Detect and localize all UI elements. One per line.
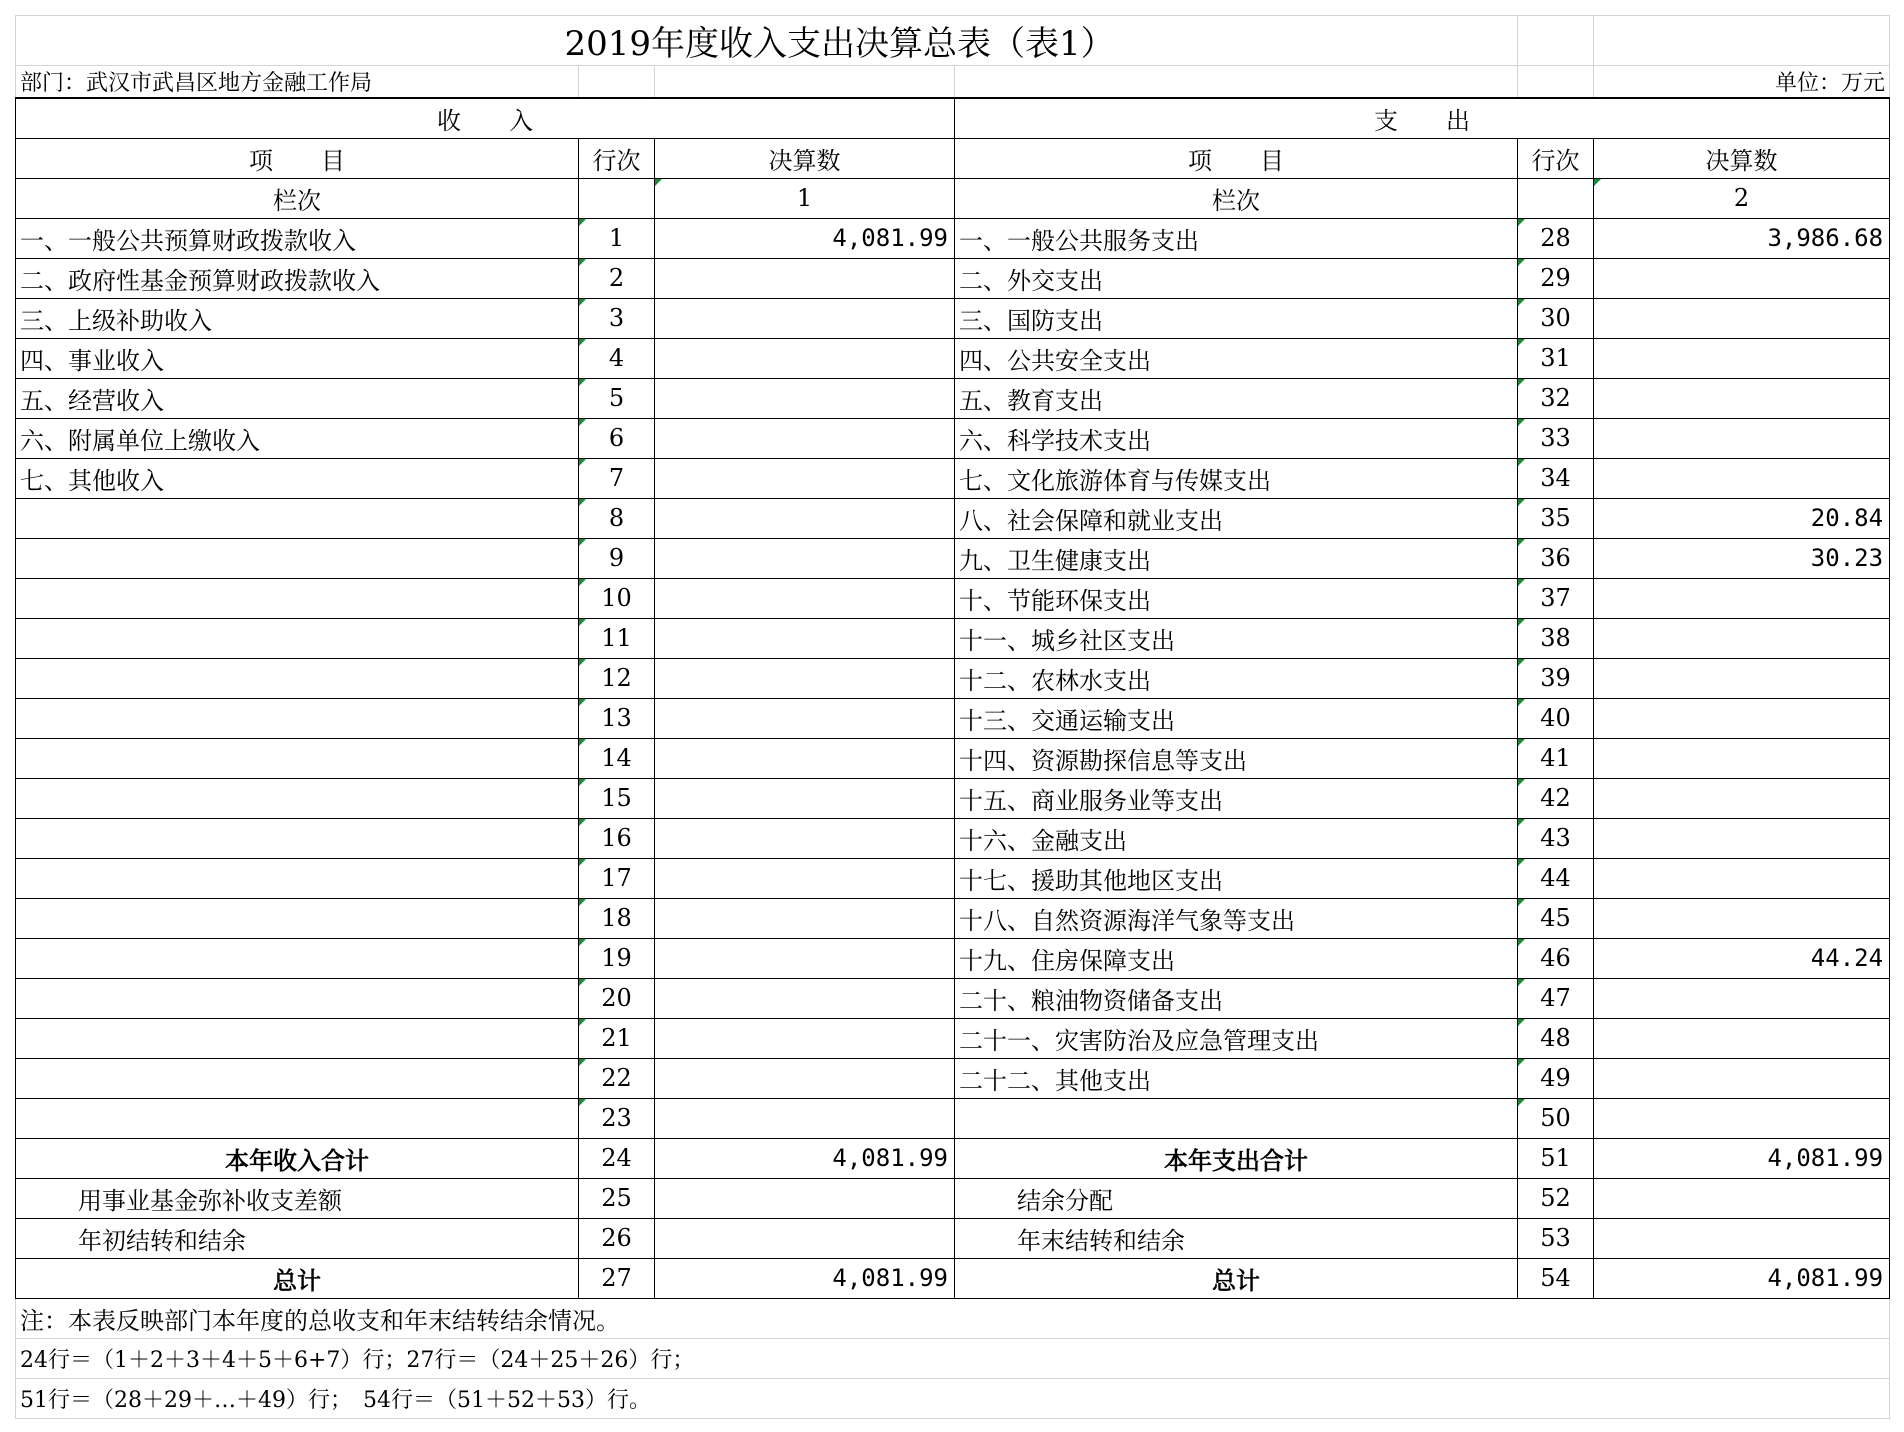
empty-cell[interactable] <box>955 66 1518 99</box>
income-line-cell[interactable]: 19 <box>579 938 655 978</box>
expense-item-cell[interactable]: 四、公共安全支出 <box>955 338 1518 378</box>
income-amount-cell[interactable]: 4,081.99 <box>655 218 955 258</box>
expense-line-cell[interactable]: 48 <box>1518 1018 1594 1058</box>
income-amount-cell[interactable] <box>655 738 955 778</box>
expense-amount-cell[interactable] <box>1594 378 1890 418</box>
expense-amount-cell[interactable]: 3,986.68 <box>1594 218 1890 258</box>
income-line-cell[interactable]: 8 <box>579 498 655 538</box>
total-row <box>16 1178 1890 1218</box>
income-item-cell[interactable]: 三、上级补助收入 <box>16 298 579 338</box>
income-line-cell[interactable]: 23 <box>579 1098 655 1138</box>
empty-cell[interactable] <box>1594 16 1890 66</box>
total-row <box>16 1138 1890 1178</box>
income-item-header[interactable]: 项 目 <box>16 138 579 178</box>
income-item-cell[interactable] <box>16 498 579 538</box>
income-line-cell[interactable]: 12 <box>579 658 655 698</box>
expense-item-cell[interactable]: 十二、农林水支出 <box>955 658 1518 698</box>
expense-amount-cell[interactable]: 20.84 <box>1594 498 1890 538</box>
column-number-row <box>16 178 1890 218</box>
expense-amount-cell[interactable] <box>1594 778 1890 818</box>
expense-item-cell[interactable]: 二十一、灾害防治及应急管理支出 <box>955 1018 1518 1058</box>
section-header-row <box>16 98 1890 138</box>
expense-item-cell[interactable]: 十四、资源勘探信息等支出 <box>955 738 1518 778</box>
expense-total-label[interactable]: 结余分配 <box>955 1178 1518 1218</box>
income-amount-cell[interactable] <box>655 298 955 338</box>
expense-total-amount[interactable] <box>1594 1218 1890 1258</box>
income-total-label[interactable]: 用事业基金弥补收支差额 <box>16 1178 579 1218</box>
budget-table <box>15 15 1890 1419</box>
expense-amount-cell[interactable] <box>1594 818 1890 858</box>
income-item-cell[interactable] <box>16 858 579 898</box>
table-row <box>16 978 1890 1018</box>
income-item-cell[interactable] <box>16 978 579 1018</box>
table-row <box>16 578 1890 618</box>
income-item-cell[interactable] <box>16 1098 579 1138</box>
income-amount-cell[interactable] <box>655 378 955 418</box>
table-row <box>16 1098 1890 1138</box>
income-line-cell[interactable]: 7 <box>579 458 655 498</box>
expense-line-cell[interactable]: 29 <box>1518 258 1594 298</box>
income-amount-cell[interactable] <box>655 858 955 898</box>
table-row <box>16 378 1890 418</box>
expense-amount-cell[interactable] <box>1594 1098 1890 1138</box>
expense-line-cell[interactable]: 52 <box>1518 1178 1594 1218</box>
expense-line-cell[interactable]: 38 <box>1518 618 1594 658</box>
expense-item-cell[interactable]: 十三、交通运输支出 <box>955 698 1518 738</box>
income-item-cell[interactable] <box>16 738 579 778</box>
income-amount-cell[interactable] <box>655 578 955 618</box>
income-item-cell[interactable] <box>16 778 579 818</box>
income-amount-cell[interactable] <box>655 818 955 858</box>
expense-amount-cell[interactable]: 44.24 <box>1594 938 1890 978</box>
page-title[interactable]: 2019年度收入支出决算总表（表1） <box>16 16 1518 66</box>
expense-label-cell[interactable]: 栏次 <box>955 178 1518 218</box>
income-amount-cell[interactable] <box>655 258 955 298</box>
expense-line-cell[interactable]: 47 <box>1518 978 1594 1018</box>
expense-line-cell[interactable]: 45 <box>1518 898 1594 938</box>
expense-line-cell[interactable]: 34 <box>1518 458 1594 498</box>
income-item-cell[interactable] <box>16 1058 579 1098</box>
income-line-cell[interactable]: 6 <box>579 418 655 458</box>
income-item-cell[interactable] <box>16 1018 579 1058</box>
expense-item-cell[interactable]: 二十、粮油物资储备支出 <box>955 978 1518 1018</box>
expense-amount-cell[interactable] <box>1594 658 1890 698</box>
income-line-cell[interactable]: 14 <box>579 738 655 778</box>
expense-total-amount[interactable] <box>1594 1178 1890 1218</box>
income-item-cell[interactable] <box>16 698 579 738</box>
department-label[interactable]: 部门：武汉市武昌区地方金融工作局 <box>16 66 579 99</box>
income-line-cell[interactable]: 17 <box>579 858 655 898</box>
expense-line-cell[interactable]: 31 <box>1518 338 1594 378</box>
income-item-cell[interactable] <box>16 938 579 978</box>
income-total-amount[interactable] <box>655 1178 955 1218</box>
expense-item-cell[interactable]: 一、一般公共服务支出 <box>955 218 1518 258</box>
income-total-amount[interactable]: 4,081.99 <box>655 1258 955 1298</box>
expense-amount-header[interactable]: 决算数 <box>1594 138 1890 178</box>
income-header[interactable]: 收 入 <box>16 98 955 138</box>
total-row <box>16 1258 1890 1298</box>
expense-item-cell[interactable]: 六、科学技术支出 <box>955 418 1518 458</box>
expense-amount-cell[interactable] <box>1594 858 1890 898</box>
expense-line-cell[interactable]: 46 <box>1518 938 1594 978</box>
income-amount-cell[interactable] <box>655 938 955 978</box>
expense-item-cell[interactable]: 八、社会保障和就业支出 <box>955 498 1518 538</box>
expense-amount-cell[interactable] <box>1594 898 1890 938</box>
income-total-amount[interactable] <box>655 1218 955 1258</box>
table-row <box>16 418 1890 458</box>
expense-line-cell[interactable]: 42 <box>1518 778 1594 818</box>
income-amount-cell[interactable] <box>655 418 955 458</box>
expense-line-cell[interactable]: 51 <box>1518 1138 1594 1178</box>
income-amount-header[interactable]: 决算数 <box>655 138 955 178</box>
total-row <box>16 1218 1890 1258</box>
expense-amount-cell[interactable]: 30.23 <box>1594 538 1890 578</box>
income-item-cell[interactable] <box>16 578 579 618</box>
expense-amount-cell[interactable] <box>1594 258 1890 298</box>
income-label-cell[interactable]: 栏次 <box>16 178 579 218</box>
income-item-cell[interactable] <box>16 658 579 698</box>
expense-item-cell[interactable]: 九、卫生健康支出 <box>955 538 1518 578</box>
expense-line-cell[interactable]: 33 <box>1518 418 1594 458</box>
expense-amount-cell[interactable] <box>1594 338 1890 378</box>
income-item-cell[interactable]: 二、政府性基金预算财政拨款收入 <box>16 258 579 298</box>
income-total-amount[interactable]: 4,081.99 <box>655 1138 955 1178</box>
empty-cell[interactable] <box>655 66 955 99</box>
table-row <box>16 698 1890 738</box>
note-row <box>16 1338 1890 1378</box>
income-amount-cell[interactable] <box>655 338 955 378</box>
expense-line-cell[interactable]: 54 <box>1518 1258 1594 1298</box>
expense-item-cell[interactable]: 十五、商业服务业等支出 <box>955 778 1518 818</box>
income-item-cell[interactable]: 一、一般公共预算财政拨款收入 <box>16 218 579 258</box>
income-line-cell[interactable]: 18 <box>579 898 655 938</box>
expense-line-cell[interactable]: 35 <box>1518 498 1594 538</box>
note-row <box>16 1298 1890 1338</box>
expense-total-amount[interactable]: 4,081.99 <box>1594 1258 1890 1298</box>
expense-item-cell[interactable]: 十七、援助其他地区支出 <box>955 858 1518 898</box>
income-line-cell[interactable]: 21 <box>579 1018 655 1058</box>
expense-amount-cell[interactable] <box>1594 418 1890 458</box>
table-row <box>16 858 1890 898</box>
income-amount-cell[interactable] <box>655 498 955 538</box>
expense-item-cell[interactable]: 十、节能环保支出 <box>955 578 1518 618</box>
expense-item-cell[interactable]: 二、外交支出 <box>955 258 1518 298</box>
formula-note-expense[interactable]: 51行＝（28＋29＋…＋49）行； 54行＝（51＋52＋53）行。 <box>16 1378 1890 1418</box>
expense-line-cell[interactable]: 43 <box>1518 818 1594 858</box>
income-line-cell[interactable]: 1 <box>579 218 655 258</box>
expense-item-cell[interactable]: 二十二、其他支出 <box>955 1058 1518 1098</box>
expense-amount-cell[interactable] <box>1594 1018 1890 1058</box>
table-row <box>16 498 1890 538</box>
expense-line-cell[interactable]: 37 <box>1518 578 1594 618</box>
income-item-cell[interactable]: 七、其他收入 <box>16 458 579 498</box>
table-row <box>16 818 1890 858</box>
expense-column-number[interactable]: 2 <box>1594 178 1890 218</box>
income-item-cell[interactable] <box>16 618 579 658</box>
expense-total-label[interactable]: 年末结转和结余 <box>955 1218 1518 1258</box>
income-item-cell[interactable] <box>16 818 579 858</box>
expense-item-cell[interactable]: 七、文化旅游体育与传媒支出 <box>955 458 1518 498</box>
income-amount-cell[interactable] <box>655 1098 955 1138</box>
formula-note-income[interactable]: 24行＝（1＋2＋3＋4＋5＋6+7）行；27行＝（24＋25＋26）行； <box>16 1338 1890 1378</box>
table-row <box>16 898 1890 938</box>
income-amount-cell[interactable] <box>655 458 955 498</box>
income-amount-cell[interactable] <box>655 698 955 738</box>
income-line-cell[interactable]: 3 <box>579 298 655 338</box>
income-item-cell[interactable] <box>16 898 579 938</box>
expense-line-cell[interactable]: 36 <box>1518 538 1594 578</box>
empty-cell[interactable] <box>579 178 655 218</box>
income-amount-cell[interactable] <box>655 538 955 578</box>
expense-item-cell[interactable]: 十一、城乡社区支出 <box>955 618 1518 658</box>
income-line-cell[interactable]: 22 <box>579 1058 655 1098</box>
empty-cell[interactable] <box>579 66 655 99</box>
table-row <box>16 738 1890 778</box>
table-row <box>16 938 1890 978</box>
expense-item-cell[interactable]: 五、教育支出 <box>955 378 1518 418</box>
expense-line-cell[interactable]: 32 <box>1518 378 1594 418</box>
column-header-row <box>16 138 1890 178</box>
income-amount-cell[interactable] <box>655 618 955 658</box>
expense-line-cell[interactable]: 40 <box>1518 698 1594 738</box>
table-row <box>16 258 1890 298</box>
expense-amount-cell[interactable] <box>1594 1058 1890 1098</box>
income-line-cell[interactable]: 4 <box>579 338 655 378</box>
income-line-cell[interactable]: 2 <box>579 258 655 298</box>
income-line-cell[interactable]: 20 <box>579 978 655 1018</box>
expense-total-label[interactable]: 本年支出合计 <box>955 1138 1518 1178</box>
income-item-cell[interactable] <box>16 538 579 578</box>
expense-item-cell[interactable]: 十九、住房保障支出 <box>955 938 1518 978</box>
empty-cell[interactable] <box>1518 178 1594 218</box>
table-row <box>16 458 1890 498</box>
title-row <box>16 16 1890 66</box>
income-item-cell[interactable]: 六、附属单位上缴收入 <box>16 418 579 458</box>
expense-amount-cell[interactable] <box>1594 698 1890 738</box>
table-row <box>16 538 1890 578</box>
table-row <box>16 658 1890 698</box>
income-total-label[interactable]: 总计 <box>16 1258 579 1298</box>
expense-line-cell[interactable]: 30 <box>1518 298 1594 338</box>
expense-line-cell[interactable]: 39 <box>1518 658 1594 698</box>
income-line-cell[interactable]: 26 <box>579 1218 655 1258</box>
income-line-cell[interactable]: 25 <box>579 1178 655 1218</box>
income-item-cell[interactable]: 四、事业收入 <box>16 338 579 378</box>
note-text[interactable]: 注：本表反映部门本年度的总收支和年末结转结余情况。 <box>16 1298 1890 1338</box>
expense-header[interactable]: 支 出 <box>955 98 1890 138</box>
table-row <box>16 338 1890 378</box>
income-total-label[interactable]: 本年收入合计 <box>16 1138 579 1178</box>
note-row <box>16 1378 1890 1418</box>
income-line-cell[interactable]: 13 <box>579 698 655 738</box>
empty-cell[interactable] <box>1518 16 1594 66</box>
income-item-cell[interactable]: 五、经营收入 <box>16 378 579 418</box>
unit-label[interactable]: 单位：万元 <box>1594 66 1890 99</box>
income-line-cell[interactable]: 27 <box>579 1258 655 1298</box>
expense-item-cell[interactable]: 十六、金融支出 <box>955 818 1518 858</box>
expense-amount-cell[interactable] <box>1594 618 1890 658</box>
expense-line-cell[interactable]: 41 <box>1518 738 1594 778</box>
expense-total-label[interactable]: 总计 <box>955 1258 1518 1298</box>
expense-amount-cell[interactable] <box>1594 458 1890 498</box>
meta-row <box>16 66 1890 99</box>
expense-amount-cell[interactable] <box>1594 738 1890 778</box>
expense-line-cell[interactable]: 28 <box>1518 218 1594 258</box>
income-line-cell[interactable]: 16 <box>579 818 655 858</box>
expense-line-header[interactable]: 行次 <box>1518 138 1594 178</box>
income-total-label[interactable]: 年初结转和结余 <box>16 1218 579 1258</box>
income-line-cell[interactable]: 10 <box>579 578 655 618</box>
table-row <box>16 1058 1890 1098</box>
empty-cell[interactable] <box>1518 66 1594 99</box>
income-line-header[interactable]: 行次 <box>579 138 655 178</box>
expense-line-cell[interactable]: 44 <box>1518 858 1594 898</box>
income-line-cell[interactable]: 11 <box>579 618 655 658</box>
expense-item-cell[interactable]: 三、国防支出 <box>955 298 1518 338</box>
income-amount-cell[interactable] <box>655 778 955 818</box>
expense-item-cell[interactable] <box>955 1098 1518 1138</box>
income-amount-cell[interactable] <box>655 1058 955 1098</box>
expense-amount-cell[interactable] <box>1594 298 1890 338</box>
expense-line-cell[interactable]: 53 <box>1518 1218 1594 1258</box>
income-line-cell[interactable]: 5 <box>579 378 655 418</box>
expense-amount-cell[interactable] <box>1594 978 1890 1018</box>
expense-item-header[interactable]: 项 目 <box>955 138 1518 178</box>
income-amount-cell[interactable] <box>655 1018 955 1058</box>
expense-item-cell[interactable]: 十八、自然资源海洋气象等支出 <box>955 898 1518 938</box>
income-line-cell[interactable]: 9 <box>579 538 655 578</box>
table-row <box>16 778 1890 818</box>
income-amount-cell[interactable] <box>655 978 955 1018</box>
expense-line-cell[interactable]: 50 <box>1518 1098 1594 1138</box>
income-line-cell[interactable]: 24 <box>579 1138 655 1178</box>
expense-line-cell[interactable]: 49 <box>1518 1058 1594 1098</box>
table-row <box>16 298 1890 338</box>
expense-total-amount[interactable]: 4,081.99 <box>1594 1138 1890 1178</box>
table-row <box>16 618 1890 658</box>
income-line-cell[interactable]: 15 <box>579 778 655 818</box>
table-row <box>16 1018 1890 1058</box>
spreadsheet <box>15 15 1889 1419</box>
income-amount-cell[interactable] <box>655 658 955 698</box>
income-column-number[interactable]: 1 <box>655 178 955 218</box>
expense-amount-cell[interactable] <box>1594 578 1890 618</box>
table-row <box>16 218 1890 258</box>
income-amount-cell[interactable] <box>655 898 955 938</box>
